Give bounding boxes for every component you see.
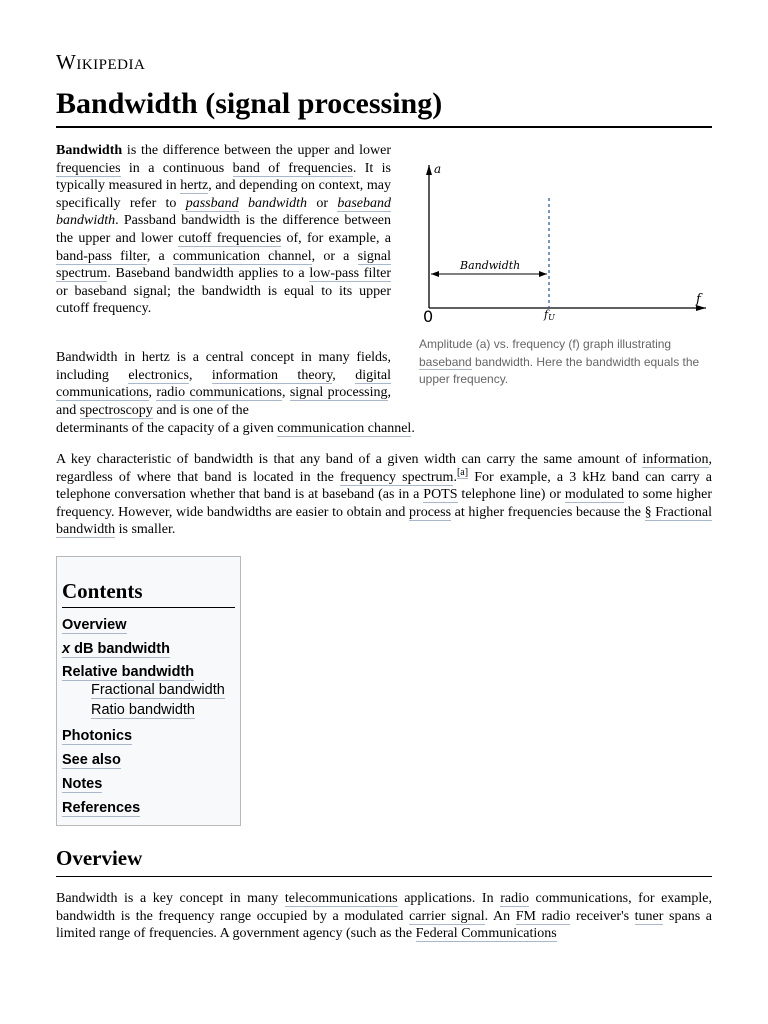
inline-link[interactable]: communication channel xyxy=(172,248,312,264)
inline-link[interactable]: band-pass filter xyxy=(56,248,147,264)
inline-link[interactable]: band of frequencies xyxy=(232,160,353,176)
bandwidth-arrow-right-head xyxy=(539,271,547,277)
intro-paragraph-1 xyxy=(56,142,391,318)
inline-link[interactable]: radio xyxy=(500,891,529,906)
toc-item-relative-bandwidth[interactable]: Relative bandwidth xyxy=(62,664,195,680)
inline-link[interactable]: telecommunications xyxy=(284,891,398,906)
toc-item-notes[interactable]: Notes xyxy=(62,776,103,792)
toc-item-photonics[interactable]: Photonics xyxy=(62,728,133,744)
toc-item-overview[interactable]: Overview xyxy=(62,617,127,633)
inline-link[interactable]: information theory xyxy=(211,367,333,383)
toc-item-fractional-bandwidth[interactable]: Fractional bandwidth xyxy=(91,682,225,698)
text-run: or baseband signal; the bandwidth is equal to its upper cutoff frequency. xyxy=(56,283,391,317)
text-run: , a xyxy=(146,248,173,264)
inline-link[interactable]: § Fractional bandwidth xyxy=(56,504,712,538)
inline-link[interactable]: Federal Communications xyxy=(415,926,557,942)
inline-link[interactable]: frequencies xyxy=(56,160,121,176)
intro-paragraph-3 xyxy=(56,451,712,539)
inline-link[interactable]: passband xyxy=(185,195,239,211)
text-run: bandwidth xyxy=(56,213,116,229)
inline-link[interactable]: carrier signal xyxy=(409,908,485,924)
bold-term: Bandwidth xyxy=(56,143,123,158)
bandwidth-label: Bandwidth xyxy=(460,259,521,272)
y-axis-label: a xyxy=(434,162,442,176)
inline-link[interactable]: signal processing xyxy=(289,385,388,401)
bandwidth-arrow-left-head xyxy=(431,271,439,277)
text-run: , xyxy=(282,385,290,401)
text-run: communications, for example, bandwidth is the frequency range occupied by a modulated xyxy=(56,891,712,924)
inline-link[interactable]: information xyxy=(642,452,709,467)
text-run: A key characteristic of bandwidth is that any band of a given width can carry the same amount of xyxy=(56,452,643,467)
figure-caption xyxy=(419,336,709,389)
text-run: , xyxy=(188,367,212,383)
inline-link[interactable]: modulated xyxy=(564,487,625,503)
table-of-contents xyxy=(56,556,241,826)
text-run: For example, a 3 kHz band can carry a telephone conversation whether that band is at baseband (as in a xyxy=(56,469,712,503)
toc-item-x-db-bandwidth[interactable]: x dB bandwidth xyxy=(62,641,170,657)
section-heading-overview: Overview xyxy=(56,846,712,877)
text-run: in a continuous xyxy=(120,160,233,176)
inline-link[interactable]: tuner xyxy=(634,908,664,924)
toc-item-references[interactable]: References xyxy=(62,800,141,816)
text-run: is smaller. xyxy=(115,522,176,538)
text-run: telephone line) or xyxy=(457,487,565,503)
inline-link[interactable]: hertz xyxy=(180,178,209,194)
text-run: Amplitude (a) vs. frequency (f) graph illustrating xyxy=(419,337,672,351)
text-run: determinants of the capacity of a given xyxy=(56,421,278,436)
inline-link[interactable]: process xyxy=(409,504,452,520)
x-axis-label: f xyxy=(696,292,701,307)
inline-link[interactable]: electronics xyxy=(128,367,189,383)
footnote-ref[interactable]: [a] xyxy=(456,466,469,478)
toc-item-see-also[interactable]: See also xyxy=(62,752,121,768)
toc-italic-x: x xyxy=(62,641,71,657)
text-run: bandwidth xyxy=(238,195,308,211)
text-run: at higher frequencies because the xyxy=(451,504,645,520)
text-run: to some higher frequency. However, wide bandwidths are easier to obtain and xyxy=(56,487,712,520)
text-run: or xyxy=(307,195,338,211)
inline-link[interactable]: FM radio xyxy=(515,908,571,924)
text-run: applications. In xyxy=(397,891,501,906)
text-run: , xyxy=(332,367,356,383)
text-run: bandwidth. Here the bandwidth equals the upper frequency. xyxy=(419,354,700,386)
text-run: and is one of the xyxy=(152,402,249,418)
text-run: of, for example, a xyxy=(281,230,391,246)
text-run: Bandwidth in hertz is a central concept in many fields, including xyxy=(56,350,391,383)
text-run: , or a xyxy=(311,248,358,264)
text-run: . An xyxy=(484,908,516,924)
text-run: . It is typically measured in xyxy=(56,160,391,194)
overview-paragraph-1 xyxy=(56,890,712,943)
inline-link[interactable]: radio communications xyxy=(156,385,283,401)
inline-link[interactable]: cutoff frequencies xyxy=(178,230,282,246)
text-run: , regardless of where that band is located in the xyxy=(56,452,712,485)
intro-paragraph-2 xyxy=(56,349,391,419)
text-run: , xyxy=(148,385,157,401)
toc-title: Contents xyxy=(62,579,235,608)
inline-link[interactable]: baseband xyxy=(337,195,391,211)
origin-label: 0 xyxy=(423,307,434,326)
inline-link[interactable]: signal spectrum xyxy=(56,248,392,282)
text-run: . xyxy=(411,421,415,436)
text-run: , and depending on context, may specifically refer to xyxy=(56,178,391,211)
text-run: Bandwidth is a key concept in many xyxy=(56,891,285,906)
text-run: is the difference between the upper and lower xyxy=(122,143,391,158)
inline-link[interactable]: POTS xyxy=(423,487,458,503)
inline-link[interactable]: digital communications xyxy=(56,367,392,401)
text-run: spans a limited range of frequencies. A government agency (such as the xyxy=(56,908,713,942)
bandwidth-graph xyxy=(414,155,714,335)
inline-link[interactable]: spectroscopy xyxy=(79,402,153,418)
text-run: . Baseband bandwidth applies to a xyxy=(107,266,310,282)
inline-link[interactable]: frequency spectrum xyxy=(340,469,454,485)
text-run: receiver's xyxy=(570,908,635,924)
intro-paragraph-2-end xyxy=(56,420,456,438)
page-title: Bandwidth (signal processing) xyxy=(56,86,712,128)
inline-link[interactable]: low-pass filter xyxy=(309,266,391,282)
text-run: . Passband bandwidth is the difference between the upper and lower xyxy=(56,213,391,246)
text-run: , and xyxy=(56,385,391,418)
cutoff-label: fU xyxy=(544,308,555,322)
y-axis-arrow xyxy=(426,165,432,175)
text-run: . xyxy=(453,469,457,485)
wikipedia-wordmark[interactable]: Wikipedia xyxy=(56,50,146,74)
inline-link[interactable]: baseband xyxy=(419,354,472,369)
inline-link[interactable]: communication channel xyxy=(277,421,412,436)
toc-item-ratio-bandwidth[interactable]: Ratio bandwidth xyxy=(91,702,195,718)
